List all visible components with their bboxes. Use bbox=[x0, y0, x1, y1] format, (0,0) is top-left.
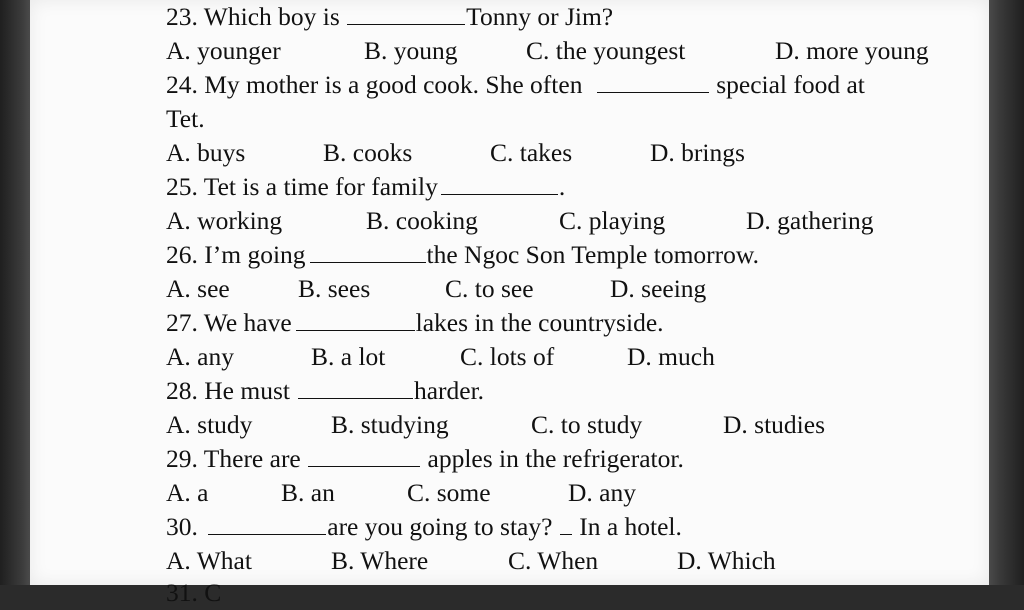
question-stem: I’m going bbox=[204, 240, 306, 269]
option-d: D. Which bbox=[677, 546, 776, 575]
option-a: A. any bbox=[166, 342, 234, 371]
right-dark-edge bbox=[989, 0, 1024, 585]
question-24-continuation: Tet. bbox=[166, 104, 205, 133]
question-stem: My mother is a good cook. She often bbox=[204, 70, 583, 99]
answer-blank bbox=[296, 308, 415, 331]
question-answer: In a hotel. bbox=[579, 512, 682, 541]
answer-blank bbox=[298, 376, 413, 399]
question-26 bbox=[166, 238, 759, 272]
answer-blank bbox=[347, 2, 465, 25]
question-stem: We have bbox=[203, 308, 292, 337]
question-number: 26. bbox=[166, 240, 198, 269]
option-c: C. to see bbox=[445, 274, 534, 303]
left-dark-edge bbox=[0, 0, 30, 585]
option-a: A. younger bbox=[166, 36, 281, 65]
question-number: 24. bbox=[166, 70, 198, 99]
question-number: 25. bbox=[166, 172, 198, 201]
dash-mark bbox=[560, 512, 572, 535]
option-b: B. sees bbox=[298, 274, 371, 303]
option-c: C. When bbox=[508, 546, 599, 575]
option-d: D. gathering bbox=[746, 206, 874, 235]
answer-blank bbox=[308, 444, 420, 467]
option-a: A. working bbox=[166, 206, 283, 235]
question-stem: Tonny or Jim? bbox=[466, 2, 614, 31]
option-d: D. much bbox=[627, 342, 715, 371]
option-c: C. takes bbox=[490, 138, 573, 167]
option-b: B. cooking bbox=[366, 206, 478, 235]
question-28 bbox=[166, 374, 484, 408]
option-a: A. a bbox=[166, 478, 209, 507]
question-stem: harder. bbox=[413, 376, 485, 405]
answer-blank bbox=[208, 512, 326, 535]
question-stem: There are bbox=[203, 444, 301, 473]
option-c: C. some bbox=[407, 478, 491, 507]
answer-blank bbox=[441, 172, 558, 195]
question-23 bbox=[166, 0, 613, 34]
question-number: 30. bbox=[166, 512, 198, 541]
option-b: B. cooks bbox=[323, 138, 413, 167]
answer-blank bbox=[597, 70, 709, 93]
question-25 bbox=[166, 170, 565, 204]
question-stem: Tet is a time for family bbox=[203, 172, 438, 201]
question-stem: . bbox=[558, 172, 566, 201]
answer-blank bbox=[310, 240, 426, 263]
question-stem: Which boy is bbox=[203, 2, 340, 31]
question-27 bbox=[166, 306, 664, 340]
option-a: A. buys bbox=[166, 138, 246, 167]
option-d: D. brings bbox=[650, 138, 745, 167]
question-stem: He must bbox=[204, 376, 290, 405]
option-a: A. study bbox=[166, 410, 253, 439]
worksheet-page bbox=[30, 0, 989, 607]
question-30 bbox=[166, 510, 682, 544]
option-a: A. What bbox=[166, 546, 252, 575]
option-d: D. seeing bbox=[610, 274, 707, 303]
option-c: C. lots of bbox=[460, 342, 555, 371]
option-c: C. the youngest bbox=[526, 36, 686, 65]
option-b: B. Where bbox=[331, 546, 429, 575]
question-24 bbox=[166, 68, 865, 102]
question-stem: are you going to stay? bbox=[327, 512, 553, 541]
option-d: D. more young bbox=[775, 36, 929, 65]
option-c: C. to study bbox=[531, 410, 643, 439]
option-b: B. young bbox=[364, 36, 458, 65]
option-d: D. any bbox=[568, 478, 636, 507]
question-29 bbox=[166, 442, 684, 476]
option-d: D. studies bbox=[723, 410, 825, 439]
option-b: B. a lot bbox=[311, 342, 386, 371]
question-stem: apples in the refrigerator. bbox=[427, 444, 684, 473]
option-b: B. studying bbox=[331, 410, 449, 439]
question-number: 29. bbox=[166, 444, 198, 473]
question-number: 28. bbox=[166, 376, 198, 405]
question-number: 27. bbox=[166, 308, 198, 337]
question-number: 23. bbox=[166, 2, 198, 31]
cutoff-next-question: 31. C bbox=[166, 578, 222, 607]
question-stem: special food at bbox=[716, 70, 865, 99]
option-b: B. an bbox=[281, 478, 335, 507]
option-a: A. see bbox=[166, 274, 230, 303]
option-c: C. playing bbox=[559, 206, 666, 235]
question-stem: lakes in the countryside. bbox=[415, 308, 664, 337]
question-stem: the Ngoc Son Temple tomorrow. bbox=[426, 240, 760, 269]
